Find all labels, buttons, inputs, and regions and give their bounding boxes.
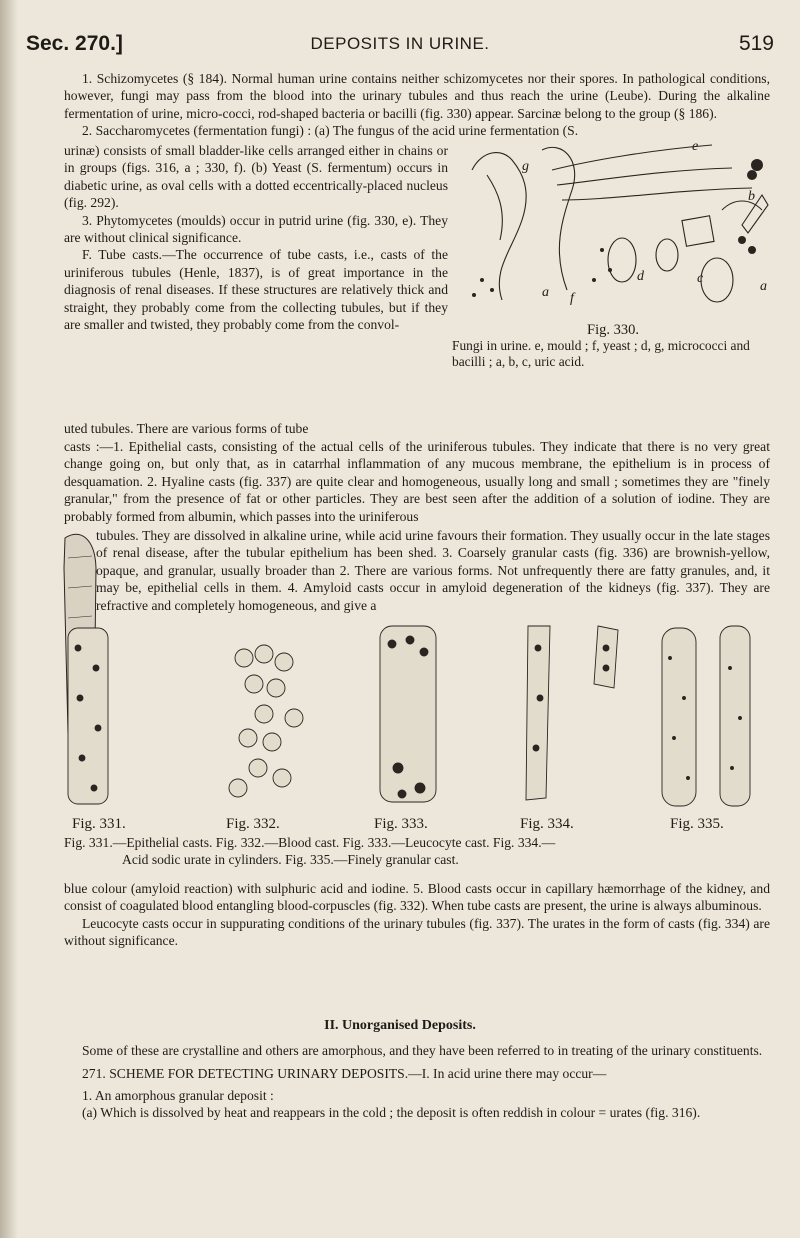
fig-335-cast (662, 628, 696, 806)
text-block-unorganised (64, 1042, 770, 1122)
page-number: 519 (738, 32, 774, 55)
fig-330-caption (452, 322, 774, 370)
fig-330-illustration (452, 130, 774, 318)
paragraph-saccharomycetes-cont: urinæ) consists of small bladder-like cells arranged either in chains or in groups (figs. 316, a ; 330, f). (b) Yeast (S. fermentum) occurs in diabetic urine, as oval cells with a dotted eccentrically-placed nucleus (fig. 292). (64, 143, 448, 211)
paragraph-saccharomycetes: 2. Saccharomycetes (fermentation fungi) : (a) The fungus of the acid urine fermentation (S. (82, 123, 579, 139)
page-title: DEPOSITS IN URINE. (310, 34, 490, 53)
section-number: Sec. 270.] (26, 32, 123, 55)
paragraph-phytomycetes: 3. Phytomycetes (moulds) occur in putrid urine (fig. 330, e). They are without clinical significance. (64, 212, 448, 246)
paragraph-urates: (a) Which is dissolved by heat and reappears in the cold ; the deposit is often reddish in colour = urates (fig. 316). (82, 1105, 701, 1121)
paragraph-cast-types: casts :—1. Epithelial casts, consisting of the actual cells of the uriniferous tubules. They indicate that there is no very great change going on, but only that, as in catarrhal inflammation of any mucous membrane, the epithelium is in process of desquamation. 2. Hyaline casts (fig. 337) are quite clear and homogeneous, usually long and small ; sometimes they are "finely granular," from the presence of fat or other particles. They are best seen after the addition of a solution of iodine. They are probably formed from albumin, which passes into the uriniferous (64, 439, 770, 524)
svg-text:e: e (692, 139, 699, 154)
figs-331-335-illustration (58, 618, 778, 808)
fig-334-cast (526, 626, 550, 800)
text-block-blood-casts (64, 880, 770, 950)
paragraph-tube-casts: F. Tube casts.—The occurrence of tube casts, i.e., casts of the uriniferous tubules (Henle, 1837), is of great importance in the diagnosis of renal diseases. If these structures are relatively thick and straight, they probably come from the collecting tubules, but if they are smaller and twisted, they probably come from the convol- (64, 247, 448, 333)
text-block-casts (64, 438, 770, 525)
fig-331-label: Fig. 331. (72, 816, 126, 832)
paragraph-schizomycetes: 1. Schizomycetes (§ 184). Normal human urine contains neither schizomycetes nor their spores. In pathological conditions, however, fungi may pass from the blood into the urinary tubules and thus reach the urine (Leube). During the alkaline fermentation of urine, micro-cocci, rod-shaped bacteria or bacilli (fig. 330) appear. Sarcinæ belong to the group (§ 186). (64, 71, 770, 121)
paragraph-amyloid-cont: blue colour (amyloid reaction) with sulphuric acid and iodine. 5. Blood casts occur in capillary hæmorrhage of the kidney, and consist of coagulated blood entangling blood-corpuscles (fig. 332). When tube casts are present, the urine is always albuminous. (64, 881, 770, 914)
fig-332-blood-cells (229, 645, 303, 797)
running-header (26, 22, 774, 62)
figs-row-caption: Fig. 331.—Epithelial casts. Fig. 332.—Blood cast. Fig. 333.—Leucocyte cast. Fig. 334.— Acid sodic urate in cylinders. Fig. 335.—Finely granular cast. (64, 835, 556, 867)
text-block-casts-wrap (96, 527, 770, 614)
figs-row-labels (58, 816, 778, 836)
fig-331-cast (68, 628, 108, 804)
fig-330-label: Fig. 330. (587, 322, 639, 338)
svg-text:g: g (522, 159, 529, 174)
svg-text:f: f (570, 291, 574, 306)
section-heading-unorganised: II. Unorganised Deposits. (324, 1018, 476, 1033)
text-line-tube-end: uted tubules. There are various forms of tube (64, 421, 309, 436)
fig-330-text: Fungi in urine. e, mould ; f, yeast ; d, g, micrococci and bacilli ; a, b, c, uric acid. (452, 338, 750, 369)
paragraph-amorphous: 1. An amorphous granular deposit : (82, 1087, 274, 1103)
paragraph-crystalline: Some of these are crystalline and others are amorphous, and they have been referred to in treating of the urinary constituents. (82, 1043, 763, 1058)
fig-332-label: Fig. 332. (226, 816, 280, 832)
page-binding-shadow (0, 0, 18, 1238)
text-block-wrap (64, 142, 448, 333)
svg-text:b: b (748, 189, 755, 204)
svg-text:d: d (637, 269, 644, 284)
paragraph-leucocyte-casts: Leucocyte casts occur in suppurating conditions of the urinary tubules (fig. 337). The urates in the form of casts (fig. 334) are without significance. (64, 915, 770, 949)
fig-334-label: Fig. 334. (520, 816, 574, 832)
svg-text:a: a (760, 279, 767, 294)
mould-hypha (472, 153, 526, 300)
svg-text:c: c (697, 271, 704, 286)
paragraph-scheme-heading: 271. SCHEME FOR DETECTING URINARY DEPOSITS.—I. In acid urine there may occur— (82, 1066, 607, 1082)
fig-335-label: Fig. 335. (670, 816, 724, 832)
svg-text:a: a (542, 285, 549, 300)
fig-333-label: Fig. 333. (374, 816, 428, 832)
paragraph-cast-types-cont: tubules. They are dissolved in alkaline urine, while acid urine favours their formation. They usually occur in the late stages of renal disease, after the tubular epithelium has been shed. 3. Coarsely granular casts (fig. 336) are brownish-yellow, opaque, and granular, usually broader than 2. There are various forms. Not unfrequently there are fatty granules, and, it may be, epithelial cells in them. 4. Amyloid casts occur in amyloid degeneration of the kidneys (fig. 337). They are refractive and completely homogeneous, and give a (96, 528, 770, 613)
